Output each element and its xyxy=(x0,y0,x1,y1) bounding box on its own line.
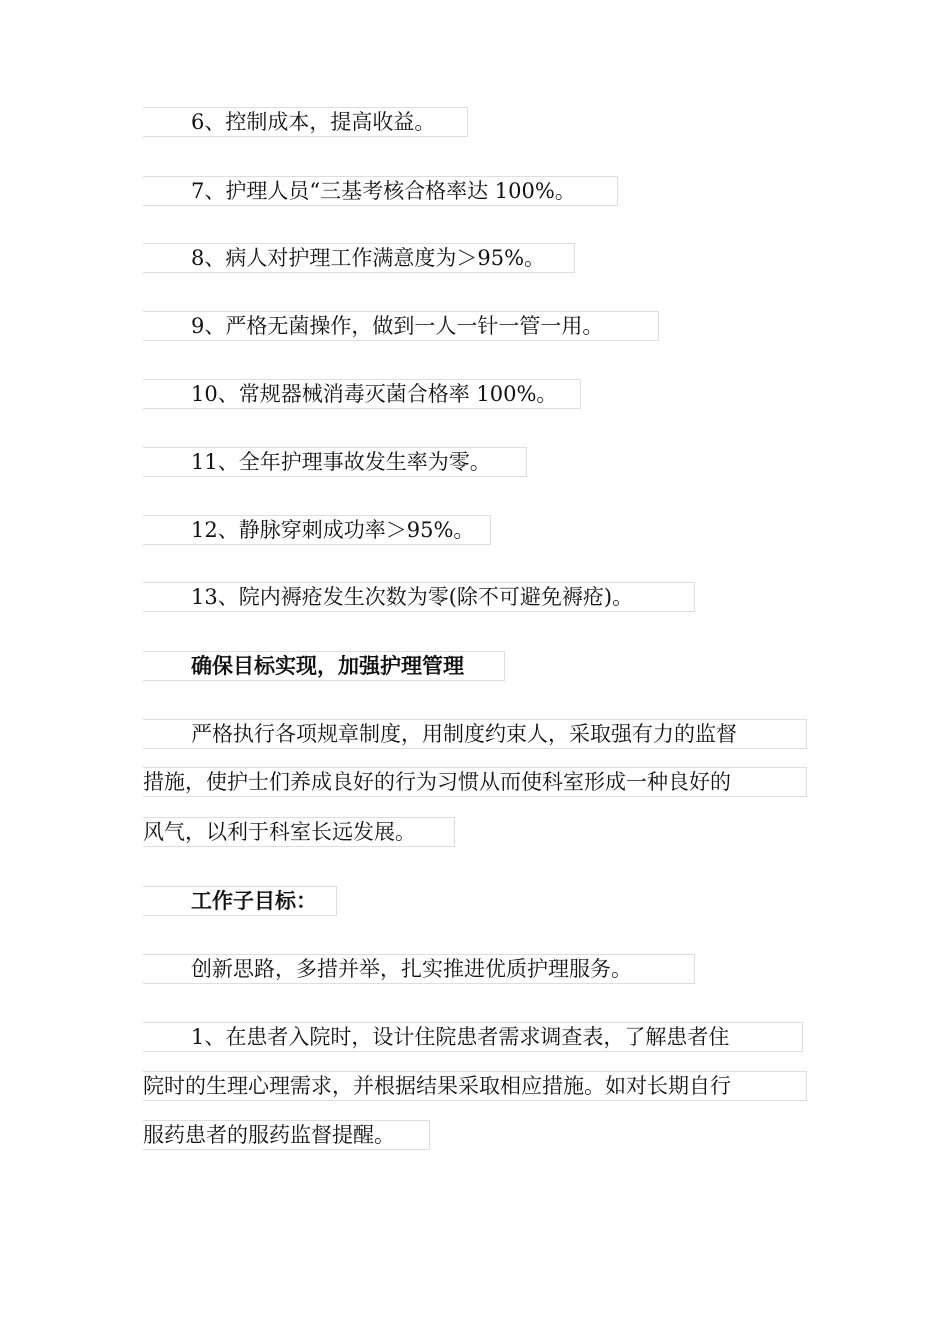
section-heading: 确保目标实现，加强护理管理 xyxy=(143,651,505,681)
text-line-12: 12、静脉穿刺成功率＞95%。 xyxy=(143,515,491,545)
paragraph-line: 1、在患者入院时，设计住院患者需求调查表，了解患者住 xyxy=(143,1022,803,1052)
text-line-13: 13、院内褥疮发生次数为零(除不可避免褥疮)。 xyxy=(143,582,695,612)
paragraph-line: 服药患者的服药监督提醒。 xyxy=(143,1120,430,1150)
paragraph-line: 严格执行各项规章制度，用制度约束人，采取强有力的监督 xyxy=(143,719,807,749)
text-line-11: 11、全年护理事故发生率为零。 xyxy=(143,447,527,477)
paragraph-line: 风气，以利于科室长远发展。 xyxy=(143,817,455,847)
text-line-8: 8、病人对护理工作满意度为＞95%。 xyxy=(143,243,575,273)
text-line-9: 9、严格无菌操作，做到一人一针一管一用。 xyxy=(143,311,659,341)
text-line-7: 7、护理人员“三基考核合格率达 100%。 xyxy=(143,176,618,206)
text-line-6: 6、控制成本，提高收益。 xyxy=(143,107,468,137)
text-line-10: 10、常规器械消毒灭菌合格率 100%。 xyxy=(143,379,581,409)
paragraph-line: 创新思路，多措并举，扎实推进优质护理服务。 xyxy=(143,954,695,984)
subheading: 工作子目标： xyxy=(143,886,337,916)
paragraph-line: 措施，使护士们养成良好的行为习惯从而使科室形成一种良好的 xyxy=(143,767,807,797)
paragraph-line: 院时的生理心理需求，并根据结果采取相应措施。如对长期自行 xyxy=(143,1071,807,1101)
